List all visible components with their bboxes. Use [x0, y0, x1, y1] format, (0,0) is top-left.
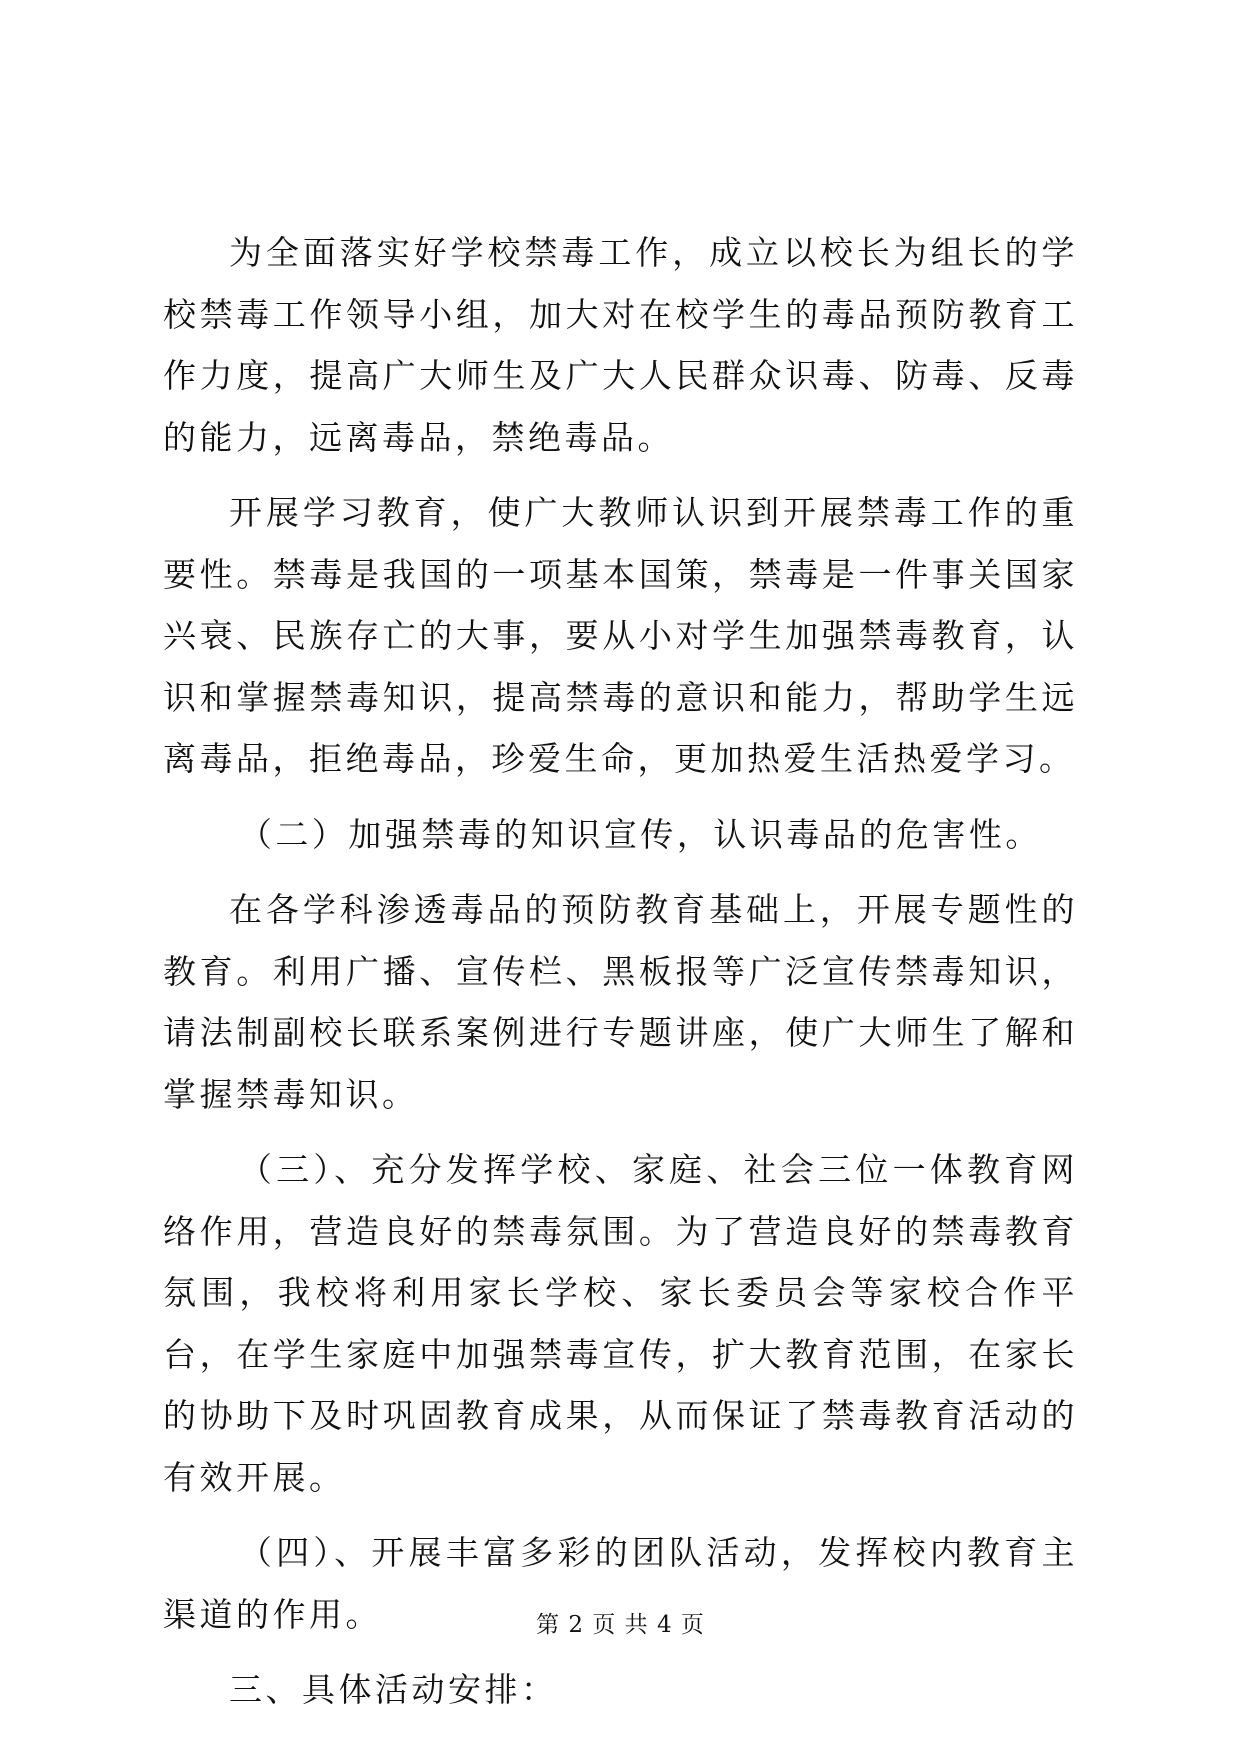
paragraph-heading-three: （三）、充分发挥学校、家庭、社会三位一体教育网络作用，营造良好的禁毒氛围。为了营造良好的禁毒教育氛围，我校将利用家长学校、家长委员会等家校合作平台，在学生家庭中加强禁毒宣传，扩大教育范围，在家长的协助下及时巩固教育成果，从而保证了禁毒教育活动的有效开展。 — [163, 1150, 1078, 1497]
paragraph-heading-four: （四）、开展丰富多彩的团队活动，发挥校内教育主渠道的作用。 — [163, 1533, 1078, 1634]
document-body — [163, 222, 1078, 1735]
paragraph-intro: 为全面落实好学校禁毒工作，成立以校长为组长的学校禁毒工作领导小组，加大对在校学生的毒品预防教育工作力度，提高广大师生及广大人民群众识毒、防毒、反毒的能力，远离毒品，禁绝毒品。 — [163, 233, 1078, 457]
paragraph-heading-two: （二）加强禁毒的知识宣传，认识毒品的危害性。 — [238, 814, 1042, 854]
paragraph-subject-education: 在各学科渗透毒品的预防教育基础上，开展专题性的教育。利用广播、宣传栏、黑板报等广泛宣传禁毒知识，请法制副校长联系案例进行专题讲座，使广大师生了解和掌握禁毒知识。 — [163, 890, 1078, 1114]
paragraph-study-education: 开展学习教育，使广大教师认识到开展禁毒工作的重要性。禁毒是我国的一项基本国策，禁毒是一件事关国家兴衰、民族存亡的大事，要从小对学生加强禁毒教育，认识和掌握禁毒知识，提高禁毒的意识和能力，帮助学生远离毒品，拒绝毒品，珍爱生命，更加热爱生活热爱学习。 — [163, 493, 1078, 778]
page-number-footer: 第 2 页 共 4 页 — [536, 1612, 705, 1638]
paragraph-section-three: 三、具体活动安排： — [229, 1670, 558, 1709]
